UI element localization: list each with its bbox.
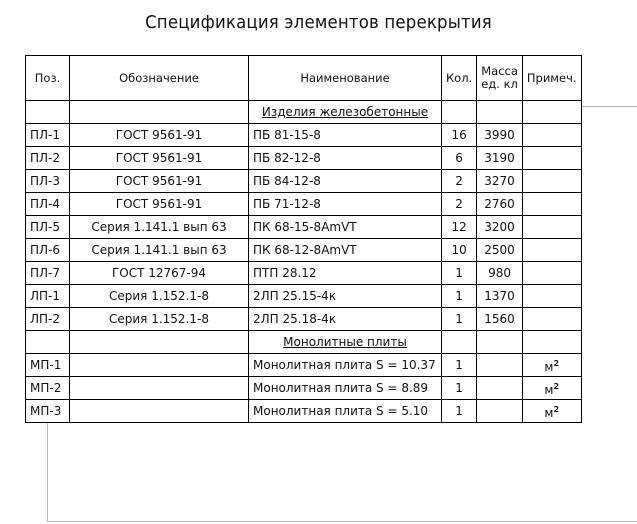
cell-mass: 3190 xyxy=(477,147,523,170)
cell-qty: 1 xyxy=(442,354,477,377)
header-designation: Обозначение xyxy=(70,56,249,101)
table-row xyxy=(26,170,582,193)
table-body xyxy=(26,101,582,423)
cell-mass xyxy=(477,377,523,400)
cell-note xyxy=(522,216,581,239)
cell-mass xyxy=(477,400,523,423)
page-title: Спецификация элементов перекрытия xyxy=(145,12,492,33)
table-row xyxy=(26,239,582,262)
cell-designation: ГОСТ 9561-91 xyxy=(70,147,249,170)
cell-pos: ПЛ-2 xyxy=(26,147,70,170)
cell-designation xyxy=(70,400,249,423)
cell-note xyxy=(522,239,581,262)
cell-pos: ПЛ-6 xyxy=(26,239,70,262)
section-row-monolithic xyxy=(26,331,582,354)
cell-pos: ПЛ-7 xyxy=(26,262,70,285)
cell-designation xyxy=(70,354,249,377)
empty-cell xyxy=(70,331,249,354)
section-title: Монолитные плиты xyxy=(249,331,442,354)
table-row xyxy=(26,354,582,377)
table-row xyxy=(26,308,582,331)
cell-qty: 1 xyxy=(442,262,477,285)
cell-mass: 2760 xyxy=(477,193,523,216)
cell-qty: 16 xyxy=(442,124,477,147)
cell-name: ПК 68-12-8AmVT xyxy=(249,239,442,262)
header-mass-line2: ед. кл xyxy=(481,77,518,91)
empty-cell xyxy=(477,331,523,354)
cell-designation: ГОСТ 9561-91 xyxy=(70,170,249,193)
empty-cell xyxy=(522,331,581,354)
cell-qty: 2 xyxy=(442,193,477,216)
header-qty: Кол. xyxy=(442,56,477,101)
cell-pos: ПЛ-4 xyxy=(26,193,70,216)
note-unit-exponent: 2 xyxy=(553,381,560,391)
cell-designation: Серия 1.141.1 вып 63 xyxy=(70,239,249,262)
cell-qty: 2 xyxy=(442,170,477,193)
header-mass-line1: Масса xyxy=(481,64,518,78)
cell-designation: ГОСТ 9561-91 xyxy=(70,193,249,216)
cell-note xyxy=(522,285,581,308)
cell-qty: 1 xyxy=(442,377,477,400)
cell-note xyxy=(522,262,581,285)
cell-qty: 1 xyxy=(442,308,477,331)
section-title: Изделия железобетонные xyxy=(249,101,442,124)
cell-name: Монолитная плита S = 5.10 xyxy=(249,400,442,423)
empty-cell xyxy=(442,331,477,354)
cell-name: ПБ 82-12-8 xyxy=(249,147,442,170)
empty-cell xyxy=(442,101,477,124)
cell-name: Монолитная плита S = 10.37 xyxy=(249,354,442,377)
header-pos: Поз. xyxy=(26,56,70,101)
cell-mass: 980 xyxy=(477,262,523,285)
empty-cell xyxy=(26,101,70,124)
empty-cell xyxy=(522,101,581,124)
cell-designation: Серия 1.152.1-8 xyxy=(70,285,249,308)
cell-qty: 1 xyxy=(442,400,477,423)
cell-mass: 3990 xyxy=(477,124,523,147)
cell-note xyxy=(522,124,581,147)
header-row xyxy=(26,56,582,101)
cell-mass xyxy=(477,354,523,377)
table-row xyxy=(26,262,582,285)
cell-note xyxy=(522,193,581,216)
note-unit: м xyxy=(544,382,554,397)
cell-qty: 12 xyxy=(442,216,477,239)
cell-designation: Серия 1.141.1 вып 63 xyxy=(70,216,249,239)
cell-pos: МП-2 xyxy=(26,377,70,400)
cell-pos: ПЛ-5 xyxy=(26,216,70,239)
cell-pos: ПЛ-1 xyxy=(26,124,70,147)
cell-mass: 3200 xyxy=(477,216,523,239)
cell-note xyxy=(522,400,581,423)
cell-name: ПК 68-15-8AmVT xyxy=(249,216,442,239)
cell-mass: 1370 xyxy=(477,285,523,308)
cell-qty: 10 xyxy=(442,239,477,262)
cell-pos: ЛП-2 xyxy=(26,308,70,331)
cell-note xyxy=(522,308,581,331)
cell-note xyxy=(522,354,581,377)
empty-cell xyxy=(26,331,70,354)
cell-pos: МП-1 xyxy=(26,354,70,377)
header-mass xyxy=(477,56,523,101)
table-row xyxy=(26,193,582,216)
header-note: Примеч. xyxy=(522,56,581,101)
cell-qty: 6 xyxy=(442,147,477,170)
cell-designation xyxy=(70,377,249,400)
cell-designation: Серия 1.152.1-8 xyxy=(70,308,249,331)
header-name: Наименование xyxy=(249,56,442,101)
section-row-reinforced-concrete xyxy=(26,101,582,124)
table-row xyxy=(26,124,582,147)
note-unit-exponent: 2 xyxy=(553,404,560,414)
table-row xyxy=(26,377,582,400)
specification-table xyxy=(25,55,582,423)
note-unit-exponent: 2 xyxy=(553,358,560,368)
cell-name: 2ЛП 25.15-4к xyxy=(249,285,442,308)
cell-name: ПТП 28.12 xyxy=(249,262,442,285)
note-unit: м xyxy=(544,405,554,420)
cell-mass: 1560 xyxy=(477,308,523,331)
cell-designation: ГОСТ 9561-91 xyxy=(70,124,249,147)
cell-pos: ПЛ-3 xyxy=(26,170,70,193)
cell-mass: 3270 xyxy=(477,170,523,193)
table-row xyxy=(26,285,582,308)
cell-designation: ГОСТ 12767-94 xyxy=(70,262,249,285)
cell-pos: ЛП-1 xyxy=(26,285,70,308)
cell-qty: 1 xyxy=(442,285,477,308)
table-row xyxy=(26,147,582,170)
cell-name: 2ЛП 25.18-4к xyxy=(249,308,442,331)
empty-cell xyxy=(70,101,249,124)
cell-note xyxy=(522,147,581,170)
cell-pos: МП-3 xyxy=(26,400,70,423)
cell-name: ПБ 81-15-8 xyxy=(249,124,442,147)
cell-mass: 2500 xyxy=(477,239,523,262)
cell-note xyxy=(522,377,581,400)
empty-cell xyxy=(477,101,523,124)
cell-note xyxy=(522,170,581,193)
table-row xyxy=(26,400,582,423)
cell-name: Монолитная плита S = 8.89 xyxy=(249,377,442,400)
cell-name: ПБ 84-12-8 xyxy=(249,170,442,193)
table-row xyxy=(26,216,582,239)
note-unit: м xyxy=(544,359,554,374)
cell-name: ПБ 71-12-8 xyxy=(249,193,442,216)
